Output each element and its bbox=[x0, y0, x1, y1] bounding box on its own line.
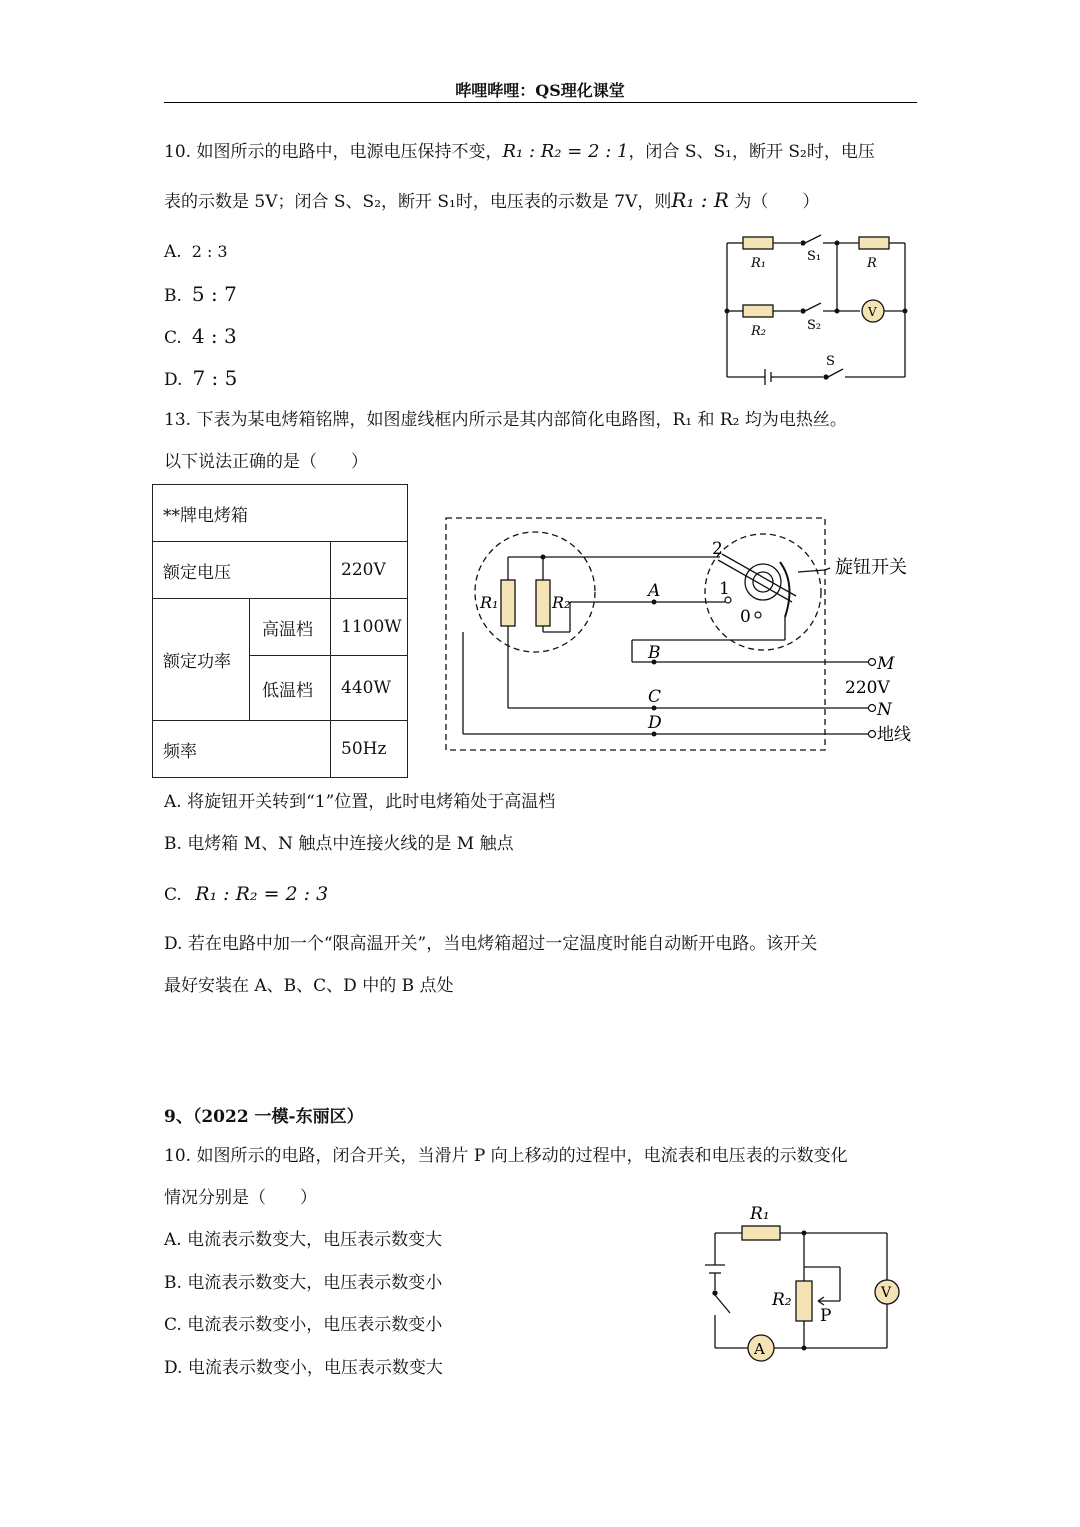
mains-voltage-label: 220V bbox=[845, 678, 890, 698]
oven-r2-label: R₂ bbox=[552, 593, 571, 612]
spec-voltage-value: 220V bbox=[331, 542, 408, 599]
q10b-option-c: C. 电流表示数变小，电压表示数变小 bbox=[164, 1315, 443, 1335]
oven-spec-table bbox=[152, 484, 408, 778]
q10a-line2-pre: 表的示数是 5V；闭合 S、S₂，断开 S₁时，电压表的示数是 7V，则 bbox=[164, 192, 672, 212]
q10a-line1-pre: 10. 如图所示的电路中，电源电压保持不变， bbox=[164, 142, 503, 162]
q10b-option-d: D. 电流表示数变小，电压表示数变大 bbox=[164, 1358, 443, 1378]
spec-low-value: 440W bbox=[331, 656, 408, 721]
spec-freq-value: 50Hz bbox=[331, 721, 408, 778]
page-header-title: 哔哩哔哩：QS理化课堂 bbox=[455, 81, 625, 100]
ground-wire-label: 地线 bbox=[877, 725, 911, 745]
section-title: 9、（2022 一模-东丽区） bbox=[164, 1107, 364, 1127]
oven-d-label: D bbox=[648, 713, 662, 733]
oven-pos2-label: 2 bbox=[712, 539, 723, 559]
circuit1-r-label: R bbox=[867, 256, 877, 271]
q10a-line1-post: ，闭合 S、S₁，断开 S₂时，电压 bbox=[628, 142, 875, 162]
knob-switch-label: 旋钮开关 bbox=[835, 557, 907, 578]
q10a-line2-ratio: R₁ : R bbox=[671, 188, 729, 212]
q13-option-c: C. R₁ : R₂ = 2 : 3 bbox=[164, 883, 329, 905]
q10a-option-a: A. 2 : 3 bbox=[164, 242, 228, 262]
circuit3-r1-label: R₁ bbox=[750, 1204, 770, 1224]
spec-freq-label: 频率 bbox=[153, 721, 331, 778]
oven-a-label: A bbox=[648, 581, 661, 601]
terminal-m-label: M bbox=[877, 654, 895, 674]
spec-voltage-label: 额定电压 bbox=[153, 542, 331, 599]
terminal-n-label: N bbox=[877, 700, 892, 720]
spec-power-label: 额定功率 bbox=[153, 599, 250, 721]
q10b-circuit-diagram bbox=[700, 1195, 915, 1375]
circuit3-ammeter-label: A bbox=[754, 1340, 765, 1358]
spec-brand: **牌电烤箱 bbox=[153, 485, 408, 542]
spec-high-label: 高温档 bbox=[250, 599, 331, 656]
circuit1-r2-label: R₂ bbox=[751, 324, 766, 339]
q13-option-d: D. 若在电路中加一个“限高温开关”，当电烤箱超过一定温度时能自动断开电路。该开关 bbox=[164, 934, 818, 954]
q10a-line2 bbox=[164, 188, 819, 214]
q13-option-b: B. 电烤箱 M、N 触点中连接火线的是 M 触点 bbox=[164, 834, 514, 854]
oven-pos1-label: 1 bbox=[719, 579, 730, 599]
q13-option-d-cont: 最好安装在 A、B、C、D 中的 B 点处 bbox=[164, 976, 454, 996]
circuit3-r2-label: R₂ bbox=[772, 1290, 792, 1310]
circuit1-s-label: S bbox=[826, 354, 835, 369]
circuit1-voltmeter-label: V bbox=[868, 305, 877, 319]
oven-pos0-label: 0 bbox=[740, 607, 751, 627]
q10a-option-b: B. 5 : 7 bbox=[164, 282, 237, 306]
spec-high-value: 1100W bbox=[331, 599, 408, 656]
circuit1-r1-label: R₁ bbox=[751, 256, 766, 271]
oven-r1-label: R₁ bbox=[480, 593, 499, 612]
circuit1-s1-label: S₁ bbox=[807, 249, 822, 264]
oven-b-label: B bbox=[648, 643, 661, 663]
circuit1-s2-label: S₂ bbox=[807, 318, 822, 333]
q10a-line2-post: 为（ ） bbox=[728, 192, 820, 212]
oven-circuit-diagram bbox=[440, 512, 930, 757]
spec-low-label: 低温档 bbox=[250, 656, 331, 721]
q10b-option-b: B. 电流表示数变大，电压表示数变小 bbox=[164, 1273, 443, 1293]
circuit3-slider-p-label: P bbox=[820, 1306, 832, 1326]
q10b-option-a: A. 电流表示数变大，电压表示数变大 bbox=[164, 1230, 443, 1250]
q10b-line2: 情况分别是（ ） bbox=[164, 1188, 317, 1208]
header-divider bbox=[164, 102, 917, 103]
q10a-option-d: D. 7 : 5 bbox=[164, 366, 238, 390]
q13-line2: 以下说法正确的是（ ） bbox=[164, 452, 368, 472]
q10a-option-c: C. 4 : 3 bbox=[164, 324, 237, 348]
q13-line1: 13. 下表为某电烤箱铭牌，如图虚线框内所示是其内部简化电路图，R₁ 和 R₂ 均为电热丝。 bbox=[164, 410, 847, 430]
q13-option-a: A. 将旋钮开关转到“1”位置，此时电烤箱处于高温档 bbox=[164, 792, 556, 812]
q10a-line1 bbox=[164, 140, 875, 164]
q10a-line1-ratio: R₁ : R₂ = 2 : 1 bbox=[502, 141, 629, 162]
oven-c-label: C bbox=[648, 687, 662, 707]
q10b-line1: 10. 如图所示的电路，闭合开关，当滑片 P 向上移动的过程中，电流表和电压表的示数变化 bbox=[164, 1146, 848, 1166]
q10a-circuit-diagram bbox=[715, 225, 915, 390]
circuit3-voltmeter-label: V bbox=[881, 1285, 892, 1301]
